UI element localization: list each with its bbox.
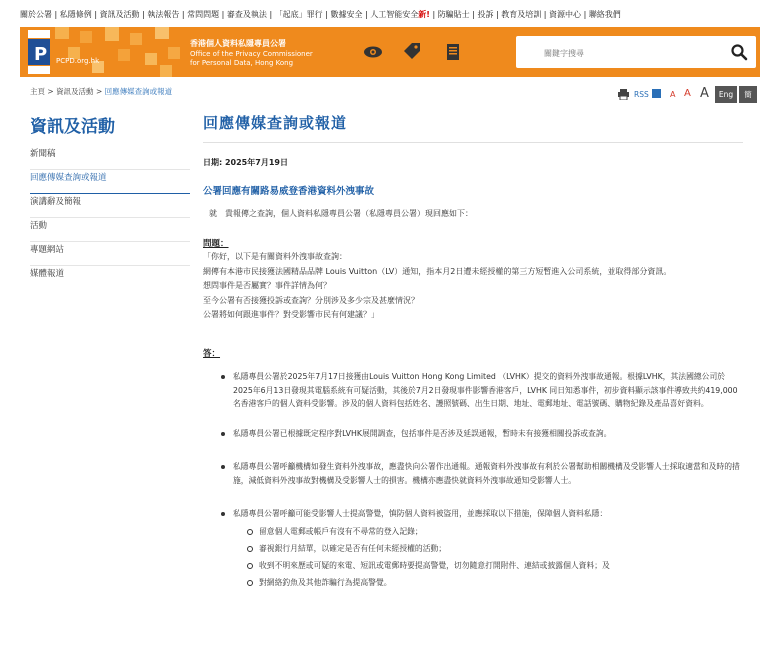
article-intro: 就 貴報傳之查詢，個人資料私隱專員公署（私隱專員公署）現回應如下： xyxy=(209,209,473,218)
sub-point xyxy=(247,557,741,574)
answer-text: 私隱專員公署呼籲可能受影響人士提高警覺，慎防個人資料被盜用，並應採取以下措施，保障個人資料私隱： xyxy=(233,509,608,518)
document-icon[interactable] xyxy=(442,41,464,63)
question-line: 至今公署有否接獲投訴或查詢？分別涉及多少宗及甚麼情況？ xyxy=(203,295,419,305)
nav-data-security[interactable]: 數據安全 xyxy=(330,10,363,19)
sidebar-item-media-coverage[interactable]: 媒體報道 xyxy=(30,269,65,279)
sidebar-item-events[interactable]: 活動 xyxy=(30,218,190,242)
nav-doxxing[interactable]: 「起底」罪行 xyxy=(274,10,323,19)
article xyxy=(203,112,743,587)
search-box[interactable] xyxy=(516,36,756,68)
org-name-en-1: Office of the Privacy Commissioner xyxy=(190,50,313,58)
nav-complaints[interactable]: 投訴 xyxy=(477,10,494,19)
bullet xyxy=(221,465,225,469)
bullet xyxy=(221,432,225,436)
answer-label: 答： xyxy=(203,349,221,359)
answer-item xyxy=(221,507,741,591)
eye-icon[interactable] xyxy=(362,41,384,63)
nav-ordinance[interactable]: 私隱條例 xyxy=(59,10,92,19)
sub-point xyxy=(247,540,741,557)
answer-text: 私隱專員公署呼籲機構如發生資料外洩事故，應盡快向公署作出通報。通報資料外洩事故有利於公署幫助相關機構及受影響人士採取適當和及時的措施，減低資料外洩事故對機構及受影響人士的損害。機構亦應盡快就資料外洩事故通知受影響人士。 xyxy=(233,462,740,485)
breadcrumb-section[interactable]: 資訊及活動 xyxy=(56,87,94,96)
bullet xyxy=(221,375,225,379)
sub-point-text: 留意個人電郵或帳戶有沒有不尋常的登入記錄； xyxy=(259,526,423,536)
search-icon[interactable] xyxy=(730,43,748,61)
sidebar-item-media-responses[interactable]: 回應傳媒查詢或報道 xyxy=(30,170,190,194)
sub-point xyxy=(247,523,741,540)
font-size-medium-button[interactable]: A xyxy=(684,88,691,99)
question-line: 想問事件是否屬實？事件詳情為何？ xyxy=(203,281,331,290)
breadcrumb-separator: > xyxy=(93,87,105,96)
pcpd-logo[interactable] xyxy=(28,30,50,74)
org-name-en-2: for Personal Data, Hong Kong xyxy=(190,59,294,67)
nav-contact[interactable]: 聯絡我們 xyxy=(588,10,621,19)
print-icon[interactable] xyxy=(618,89,629,100)
question-line: 「你好，以下是有關資料外洩事故查詢： xyxy=(203,252,347,261)
nav-enforcement-reports[interactable]: 執法報告 xyxy=(147,10,180,19)
answer-text: 私隱專員公署於2025年7月17日接獲由Louis Vuitton Hong Kong Limited （LVHK）提交的資料外洩事故通報。根據LVHK，其法國總公司於2025年6月13日發現其電腦系統有可疑活動，其後於7月2日發現事件影響香港客戶，LVHK 同日知悉事件，初步資料顯示該事件導致共約419,000名香港客戶的個人資料受影響。涉及的個人資料包括姓名、護照號碼、出生日期、地址、電郵地址、電話號碼、購物紀錄及產品喜好資料。 xyxy=(233,372,738,408)
search-input[interactable] xyxy=(542,44,716,62)
simplified-chinese-button[interactable]: 簡 xyxy=(739,86,757,103)
answer-list xyxy=(221,370,741,603)
sidebar-item-speeches[interactable]: 演講辭及簡報 xyxy=(30,194,190,218)
org-name-zh: 香港個人資料私隱專員公署 xyxy=(190,39,286,48)
sub-point xyxy=(247,574,741,591)
breadcrumb-current: 回應傳媒查詢或報道 xyxy=(104,87,173,96)
breadcrumb-home[interactable]: 主頁 xyxy=(30,87,45,96)
sidebar-heading: 資訊及活動 xyxy=(30,117,115,137)
organisation-name xyxy=(190,39,313,68)
question-label: 問題： xyxy=(203,239,229,249)
nav-about[interactable]: 關於公署 xyxy=(20,10,52,19)
breadcrumb xyxy=(30,86,172,97)
bullet xyxy=(221,512,225,516)
nav-anti-fraud[interactable]: 防騙貼士 xyxy=(437,10,470,19)
font-size-large-button[interactable]: A xyxy=(700,86,709,101)
sub-point-list xyxy=(233,523,741,591)
nav-resources[interactable]: 資源中心 xyxy=(549,10,582,19)
title-divider xyxy=(203,142,743,143)
answer-item xyxy=(221,370,741,411)
sub-point-text: 收到不明來歷或可疑的來電、短訊或電郵時要提高警覺，切勿隨意打開附件、連結或披露個人資料；及 xyxy=(259,560,610,570)
question-text xyxy=(203,250,738,323)
nav-news-events[interactable]: 資訊及活動 xyxy=(99,10,140,19)
sidebar xyxy=(30,112,190,290)
nav-compliance[interactable]: 審查及執法 xyxy=(226,10,267,19)
rss-icon[interactable] xyxy=(652,89,661,98)
rss-link[interactable]: RSS xyxy=(634,90,649,99)
question-line: 網傳有本港市民接獲法國精品品牌 Louis Vuitton（LV）通知，指本月2日遭未經授權的第三方短暫進入公司系統，並取得部分資訊。 xyxy=(203,266,672,276)
nav-ai-security[interactable]: 人工智能安全 xyxy=(370,10,419,19)
svg-text:P: P xyxy=(34,44,48,65)
article-subtitle: 公署回應有關路易威登香港資料外洩事故 xyxy=(203,186,375,197)
nav-faq[interactable]: 常問問題 xyxy=(187,10,220,19)
font-size-small-button[interactable]: A xyxy=(670,90,676,99)
nav-education[interactable]: 教育及培訓 xyxy=(501,10,542,19)
answer-item xyxy=(221,427,741,441)
sub-point-text: 審視銀行月結單，以確定是否有任何未經授權的活動； xyxy=(259,543,447,553)
sub-point-text: 對網絡釣魚及其他詐騙行為提高警覺。 xyxy=(259,577,392,587)
page-title: 回應傳媒查詢或報道 xyxy=(203,114,348,132)
tag-icon[interactable] xyxy=(400,41,422,63)
top-navigation: 關於公署 | 私隱條例 | 資訊及活動 | 執法報告 | 常問問題 | 審查及執法 | 「起底」罪行 | 數據安全 | 人工智能安全新! | 防騙貼士 | 投訴 | 教育及培訓 | 資源中心 | 聯絡我們 xyxy=(20,10,621,19)
question-line: 公署將如何跟進事件？對受影響市民有何建議？」 xyxy=(203,310,379,319)
article-date: 日期: 2025年7月19日 xyxy=(203,158,288,167)
logo-site: PCPD.org.hk xyxy=(56,57,100,65)
answer-item xyxy=(221,460,741,487)
sidebar-item-thematic-websites[interactable]: 專題網站 xyxy=(30,242,190,266)
sidebar-item-press-releases[interactable]: 新聞稿 xyxy=(30,146,190,170)
breadcrumb-separator: > xyxy=(45,87,57,96)
english-language-button[interactable]: Eng xyxy=(715,86,737,103)
site-banner xyxy=(20,27,760,77)
new-badge: 新! xyxy=(418,10,430,19)
answer-text: 私隱專員公署已根據既定程序對LVHK展開調查，包括事件是否涉及延誤通報，暫時未有接獲相關投訴或查詢。 xyxy=(233,428,612,438)
